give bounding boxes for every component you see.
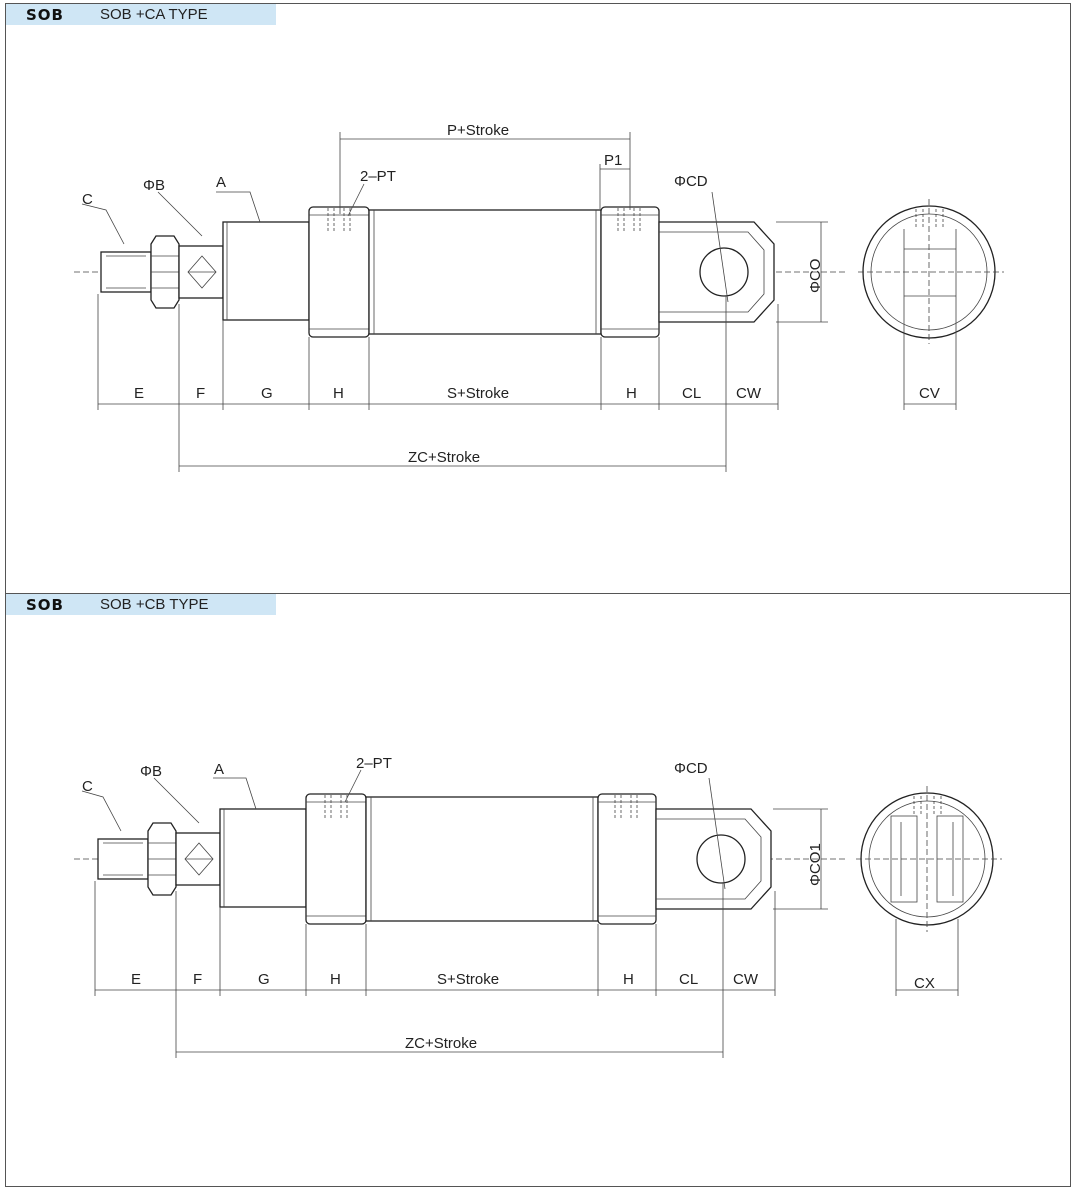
label-cv: CV xyxy=(919,385,940,402)
label-s-stroke: S+Stroke xyxy=(437,971,500,988)
label-h-rear: H xyxy=(623,971,634,988)
front-cap xyxy=(223,222,309,320)
label-phi-cd: ΦCD xyxy=(674,173,708,190)
label-c: C xyxy=(82,191,93,208)
section-code: SOB xyxy=(26,596,64,614)
cylinder-front-view xyxy=(98,794,771,924)
barrel-tube xyxy=(366,797,598,921)
front-ring xyxy=(309,207,369,337)
label-phi-b: ΦB xyxy=(140,763,162,780)
label-zc-stroke: ZC+Stroke xyxy=(408,449,481,466)
label-a: A xyxy=(214,761,225,778)
label-s-stroke: S+Stroke xyxy=(447,385,510,402)
front-cap xyxy=(220,809,306,907)
label-cx: CX xyxy=(914,975,935,992)
rear-ring xyxy=(598,794,656,924)
barrel-tube xyxy=(369,210,601,334)
label-2-pt: 2–PT xyxy=(360,168,396,185)
section-code: SOB xyxy=(26,6,64,24)
cb-type-drawing xyxy=(6,594,1072,1186)
rod-thread xyxy=(98,839,148,879)
label-h-rear: H xyxy=(626,385,637,402)
cylinder-front-view xyxy=(101,207,774,337)
drawing-panel-cb xyxy=(5,593,1071,1187)
label-f: F xyxy=(193,971,203,988)
ca-type-drawing xyxy=(6,4,1072,594)
label-phi-cd: ΦCD xyxy=(674,760,708,777)
label-g: G xyxy=(261,385,273,402)
label-c: C xyxy=(82,778,93,795)
label-a: A xyxy=(216,174,227,191)
label-2-pt: 2–PT xyxy=(356,755,392,772)
section-title: SOB +CA TYPE xyxy=(100,6,208,23)
label-cl: CL xyxy=(679,971,699,988)
rear-ring xyxy=(601,207,659,337)
label-phi-co: ΦCO xyxy=(807,258,824,293)
label-e: E xyxy=(131,971,142,988)
label-phi-co1: ΦCO1 xyxy=(807,843,824,886)
label-cw: CW xyxy=(733,971,758,988)
cylinder-end-view xyxy=(858,199,1004,410)
label-p-stroke: P+Stroke xyxy=(447,122,510,139)
label-p1: P1 xyxy=(604,152,623,169)
cylinder-end-view xyxy=(856,786,1002,996)
label-e: E xyxy=(134,385,145,402)
label-cl: CL xyxy=(682,385,702,402)
section-title: SOB +CB TYPE xyxy=(100,596,209,613)
rod-thread xyxy=(101,252,151,292)
label-f: F xyxy=(196,385,206,402)
drawing-panel-ca xyxy=(5,3,1071,595)
label-h-front: H xyxy=(330,971,341,988)
label-g: G xyxy=(258,971,270,988)
label-cw: CW xyxy=(736,385,761,402)
label-h-front: H xyxy=(333,385,344,402)
front-ring xyxy=(306,794,366,924)
label-phi-b: ΦB xyxy=(143,177,165,194)
label-zc-stroke: ZC+Stroke xyxy=(405,1035,478,1052)
